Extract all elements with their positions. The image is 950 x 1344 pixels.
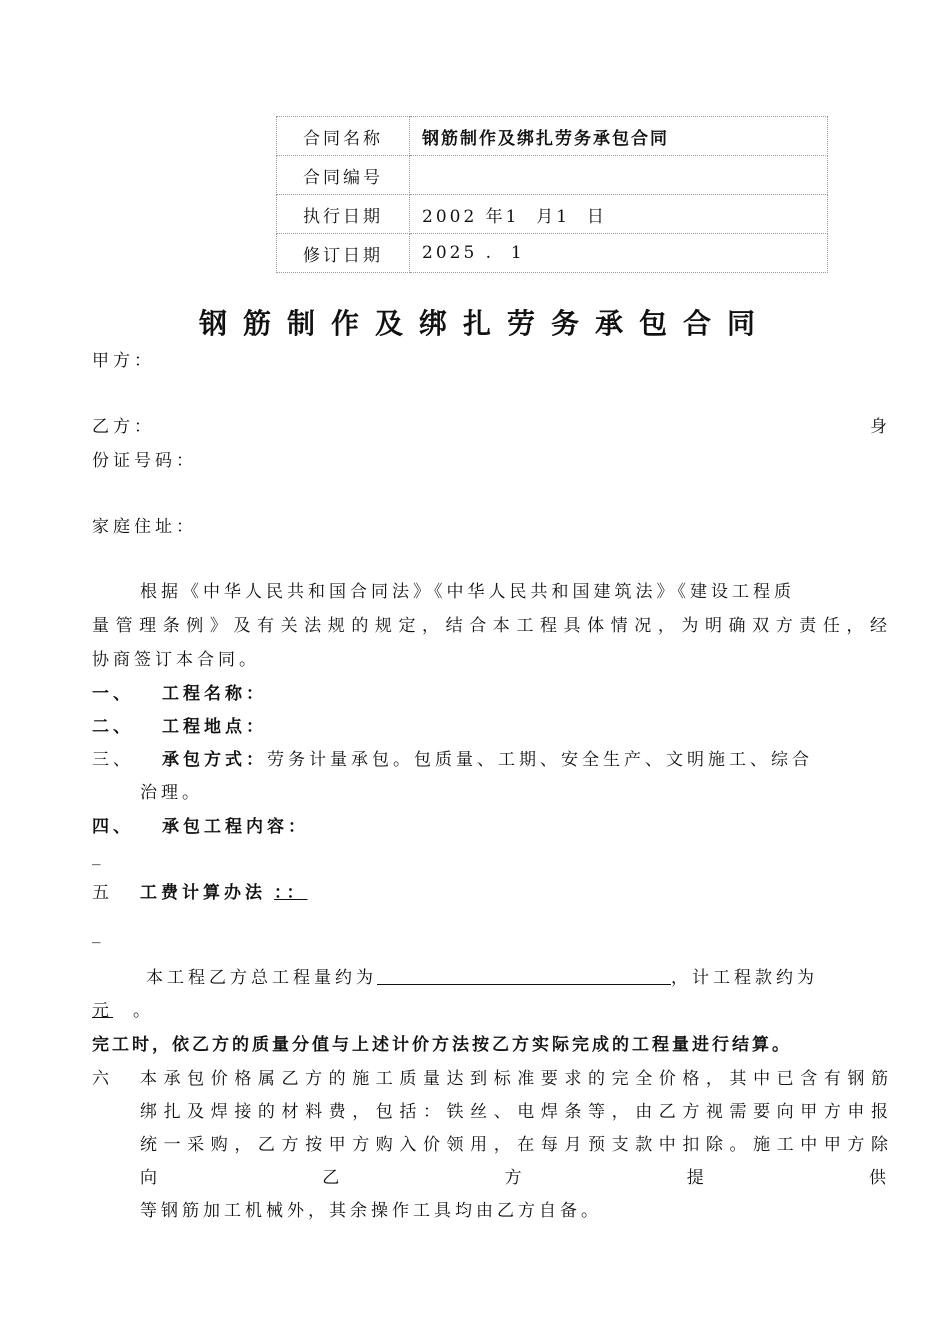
section-2-number: 二、 (92, 717, 134, 737)
quantity-blank (377, 966, 671, 985)
spread-char: 方 (504, 1168, 526, 1188)
blank-marker-2: _ (92, 924, 105, 944)
preamble-line-2: 量管理条例》及有关法规的规定，结合本工程具体情况，为明确双方责任，经 (92, 616, 890, 636)
address-label: 家庭住址： (92, 517, 197, 537)
section-1-title: 工程名称： (162, 684, 267, 704)
preamble-line-3: 协商签订本合同。 (92, 650, 260, 670)
section-4-number: 四、 (92, 817, 134, 837)
section-6-spread-line (140, 1163, 890, 1188)
revision-date-label: 修订日期 (277, 234, 410, 273)
contract-info-table (276, 116, 828, 273)
table-row (277, 195, 828, 234)
party-b-label: 乙方： (92, 417, 155, 437)
section-5-line (140, 878, 316, 903)
section-6-number: 六 (92, 1069, 113, 1089)
spread-char: 向 (140, 1168, 161, 1188)
effective-date-label: 执行日期 (277, 195, 410, 234)
contract-number-value (410, 156, 828, 195)
section-4-title: 承包工程内容： (162, 817, 309, 837)
spread-char: 乙 (322, 1168, 344, 1188)
section-5-fill: ：： (274, 883, 308, 903)
table-row (277, 234, 828, 273)
revision-date-value: 2025 . 1 (410, 234, 828, 273)
amount-text: ，计工程款约为 (671, 968, 818, 988)
section-3-line (162, 745, 813, 770)
period: 。 (133, 1001, 154, 1021)
quantity-text: 本工程乙方总工程量约为 (146, 968, 377, 988)
contract-name-value: 钢筋制作及绑扎劳务承包合同 (410, 117, 828, 156)
contract-number-label: 合同编号 (277, 156, 410, 195)
section-5-number: 五 (92, 883, 113, 903)
section-6-line-1: 本承包价格属乙方的施工质量达到标准要求的完全价格，其中已含有钢筋 (140, 1069, 890, 1089)
document-title: 钢筋制作及绑扎劳务承包合同 (198, 307, 771, 340)
section-1-number: 一、 (92, 684, 134, 704)
id-label-prefix: 身 (870, 417, 891, 437)
preamble-line-1: 根据《中华人民共和国合同法》《中华人民共和国建筑法》《建设工程质 (140, 582, 795, 602)
section-5-title: 工费计算办法 (140, 883, 266, 903)
section-6-line-3: 统一采购，乙方按甲方购入价领用，在每月预支款中扣除。施工中甲方除 (140, 1135, 890, 1155)
yuan-label: 元 (92, 1001, 113, 1021)
section-3-number: 三、 (92, 750, 134, 770)
section-3-text-cont: 治理。 (140, 783, 203, 803)
spread-char: 提 (686, 1168, 708, 1188)
settlement-text: 完工时，依乙方的质量分值与上述计价方法按乙方实际完成的工程量进行结算。 (92, 1035, 792, 1055)
section-3-title: 承包方式： (162, 750, 267, 770)
section-3-text: 劳务计量承包。包质量、工期、安全生产、文明施工、综合 (267, 750, 813, 770)
effective-date-value: 2002 年1 月1 日 (410, 195, 828, 234)
section-6-line-2: 绑扎及焊接的材料费，包括：铁丝、电焊条等，由乙方视需要向甲方申报 (140, 1102, 890, 1122)
amount-line (92, 996, 154, 1021)
table-row (277, 117, 828, 156)
blank-marker-1: _ (92, 846, 105, 866)
section-6-last-line: 等钢筋加工机械外，其余操作工具均由乙方自备。 (140, 1201, 602, 1221)
id-number-label: 份证号码： (92, 451, 197, 471)
section-2-title: 工程地点： (162, 717, 267, 737)
quantity-line (146, 963, 818, 988)
table-row (277, 156, 828, 195)
party-a-label: 甲方： (92, 351, 155, 371)
contract-name-label: 合同名称 (277, 117, 410, 156)
spread-char: 供 (869, 1168, 890, 1188)
